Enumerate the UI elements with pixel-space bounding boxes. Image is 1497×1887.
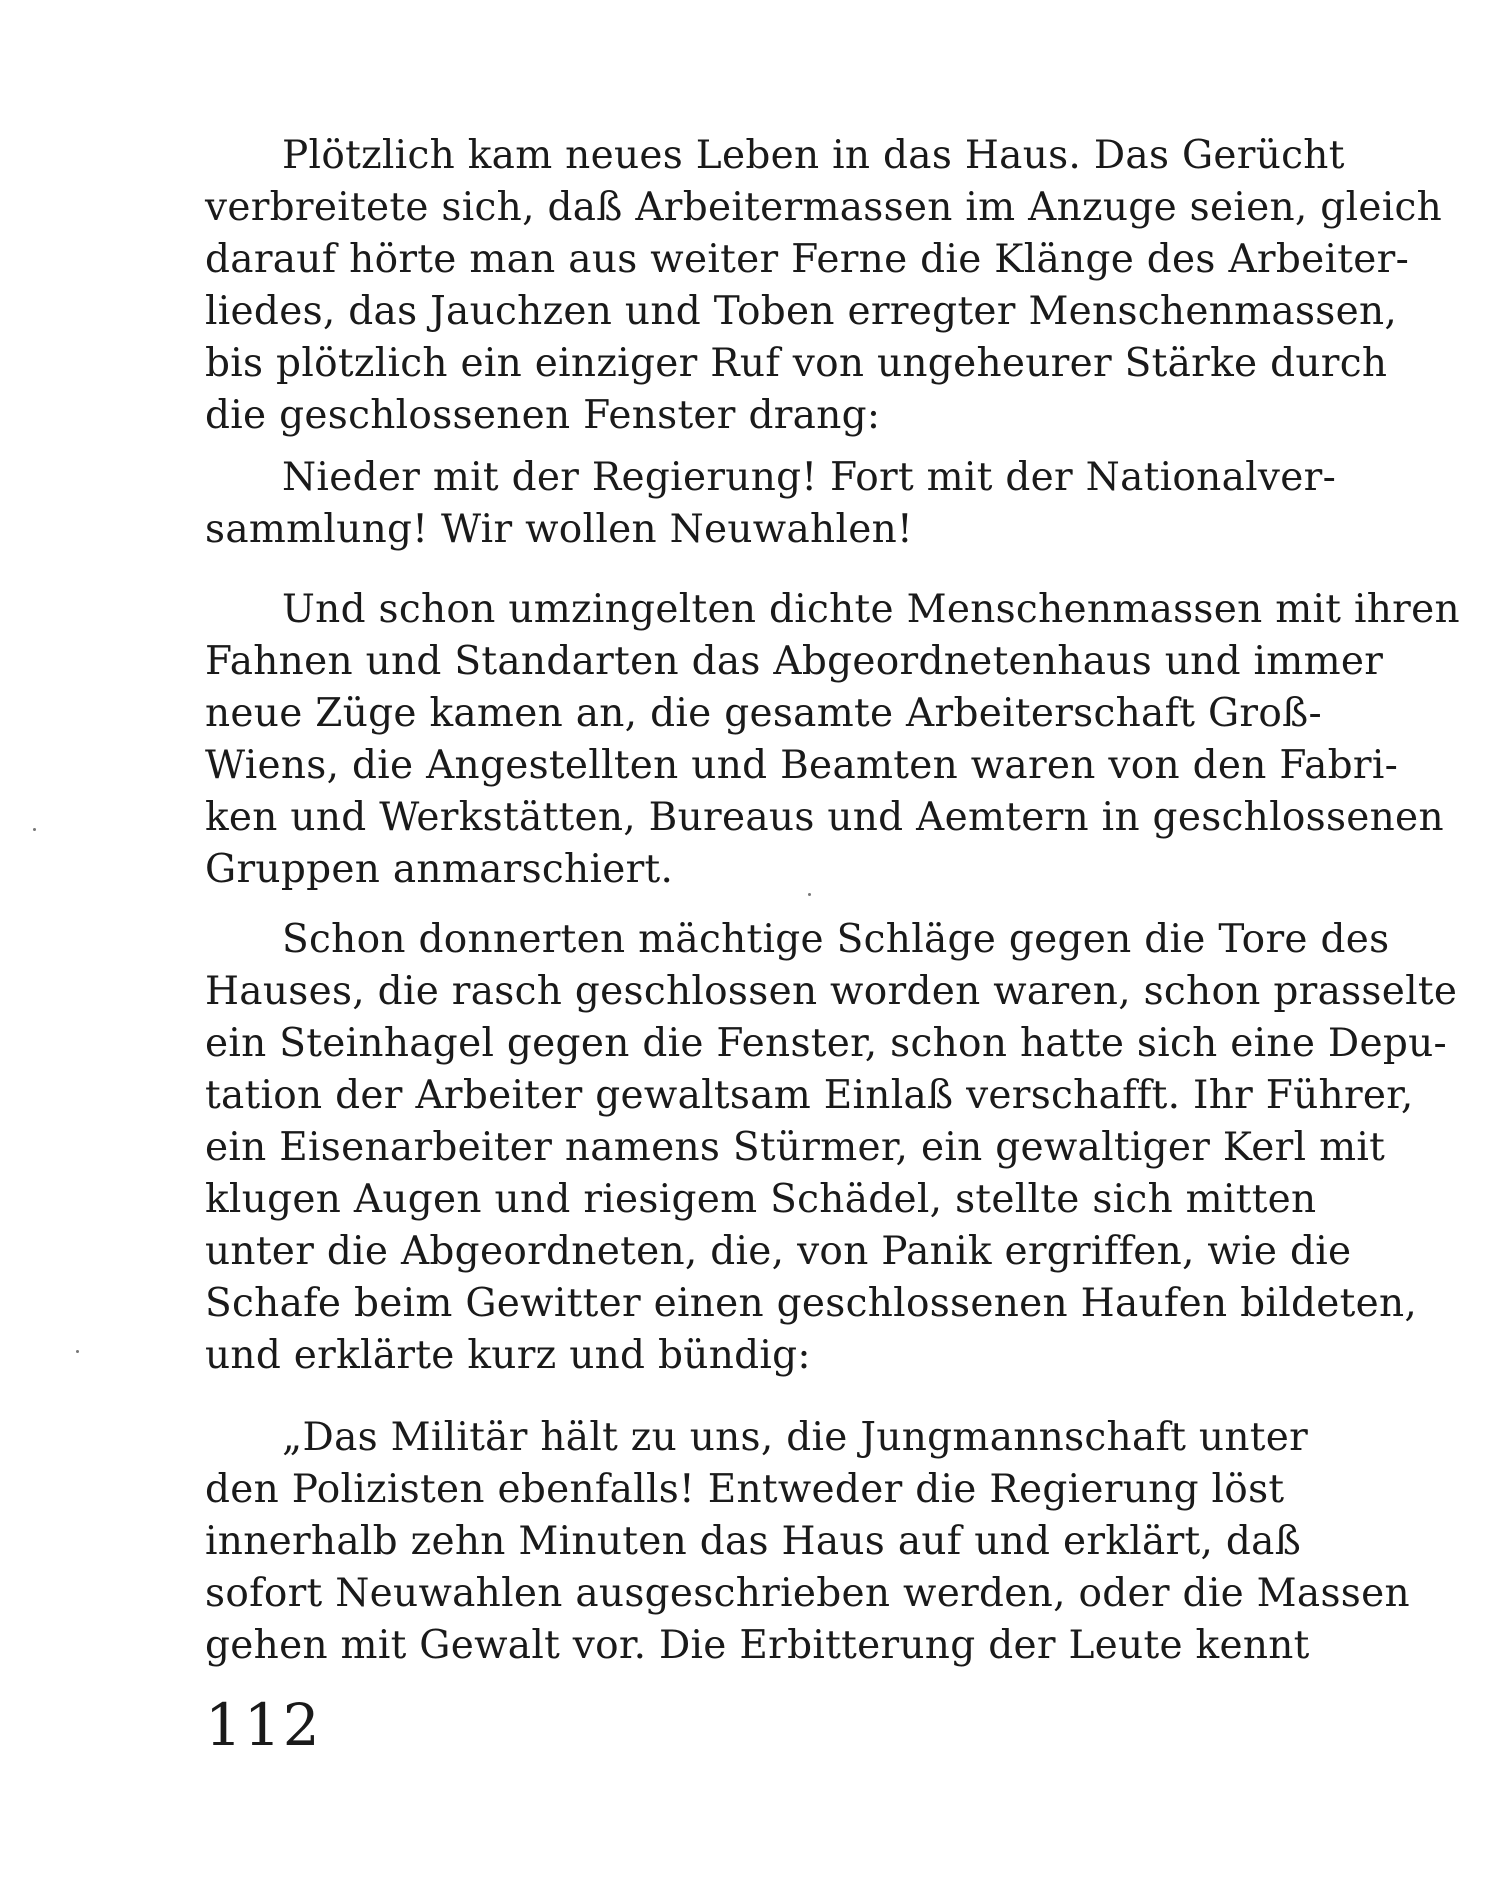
text-line: neue Züge kamen an, die gesamte Arbeiterschaft Groß- — [205, 691, 1322, 736]
text-line: und erklärte kurz und bündig: — [205, 1333, 811, 1378]
text-line: Fahnen und Standarten das Abgeordnetenhaus und immer — [205, 639, 1384, 684]
text-line: liedes, das Jauchzen und Toben erregter Menschenmassen, — [205, 289, 1398, 334]
text-line: gehen mit Gewalt vor. Die Erbitterung der Leute kennt — [205, 1623, 1310, 1668]
scan-speck — [76, 1350, 79, 1353]
text-line: unter die Abgeordneten, die, von Panik ergriffen, wie die — [205, 1229, 1352, 1274]
text-line: tation der Arbeiter gewaltsam Einlaß verschafft. Ihr Führer, — [205, 1073, 1414, 1118]
text-line: ein Steinhagel gegen die Fenster, schon hatte sich eine Depu- — [205, 1021, 1448, 1066]
text-line: Schafe beim Gewitter einen geschlossenen Haufen bildeten, — [205, 1281, 1418, 1326]
text-line: die geschlossenen Fenster drang: — [205, 393, 881, 438]
text-line: sammlung! Wir wollen Neuwahlen! — [205, 507, 914, 552]
text-line: den Polizisten ebenfalls! Entweder die Regierung löst — [205, 1467, 1285, 1512]
text-line: Wiens, die Angestellten und Beamten waren von den Fabri- — [205, 743, 1399, 788]
text-line: klugen Augen und riesigem Schädel, stellte sich mitten — [205, 1177, 1317, 1222]
text-line: ein Eisenarbeiter namens Stürmer, ein gewaltiger Kerl mit — [205, 1125, 1386, 1170]
text-line: Plötzlich kam neues Leben in das Haus. Das Gerücht — [282, 133, 1345, 178]
text-line: ken und Werkstätten, Bureaus und Aemtern in geschlossenen — [205, 795, 1444, 840]
page-number: 112 — [205, 1691, 322, 1759]
text-line: Nieder mit der Regierung! Fort mit der Nationalver- — [282, 455, 1337, 500]
text-line: Schon donnerten mächtige Schläge gegen die Tore des — [282, 917, 1390, 962]
text-line: darauf hörte man aus weiter Ferne die Klänge des Arbeiter- — [205, 237, 1410, 282]
text-line: Gruppen anmarschiert. — [205, 847, 674, 892]
text-line: innerhalb zehn Minuten das Haus auf und erklärt, daß — [205, 1519, 1302, 1564]
text-line: Und schon umzingelten dichte Menschenmassen mit ihren — [282, 587, 1460, 632]
text-line: Hauses, die rasch geschlossen worden waren, schon prasselte — [205, 969, 1458, 1014]
scan-speck — [33, 828, 36, 831]
text-line: verbreitete sich, daß Arbeitermassen im Anzuge seien, gleich — [205, 185, 1443, 230]
text-line: „Das Militär hält zu uns, die Jungmannschaft unter — [282, 1415, 1309, 1460]
text-line: sofort Neuwahlen ausgeschrieben werden, oder die Massen — [205, 1571, 1410, 1616]
text-line: bis plötzlich ein einziger Ruf von ungeheurer Stärke durch — [205, 341, 1388, 386]
scan-speck — [808, 893, 811, 896]
